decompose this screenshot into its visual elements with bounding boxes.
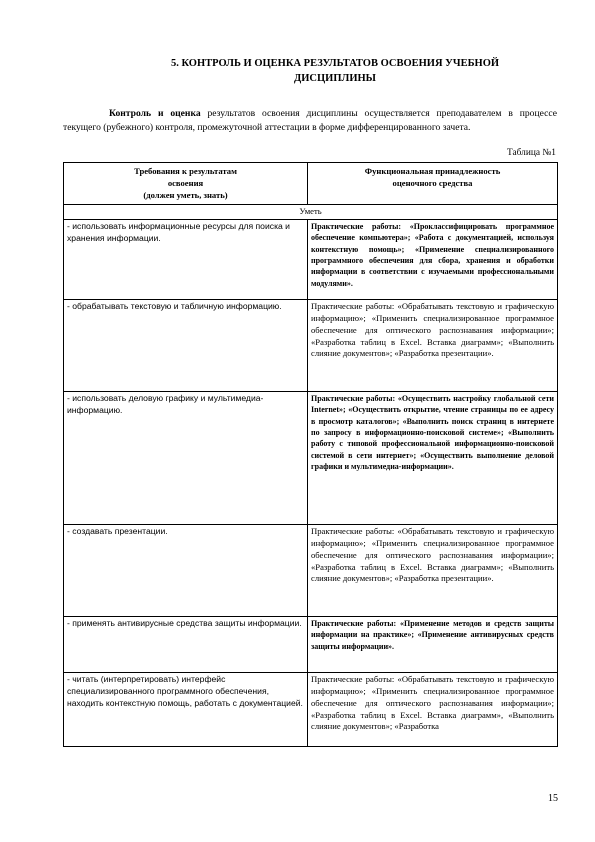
header-function-line1: Функциональная принадлежность — [364, 166, 501, 176]
requirement-cell: - создавать презентации. — [64, 525, 308, 617]
header-requirements-line3: (должен уметь, знать) — [143, 189, 228, 200]
requirement-cell: - использовать информационные ресурсы для поиска и хранения информации. — [64, 220, 308, 300]
header-function-line2: оценочного средства — [392, 177, 473, 188]
function-cell: Практические работы: «Обрабатывать текстовую и графическую информацию»; «Применить специализированное программное обеспечение для оптического распознавания информации»; «Разработка таблиц в Excel. Вставка диаграмм», «Выполнить слияние документов»; «Разработка — [308, 673, 558, 747]
page-number: 15 — [548, 793, 558, 804]
table-row — [64, 525, 558, 617]
table-row — [64, 392, 558, 525]
intro-rest: результатов освоения дисциплины осуществляется преподавателем в процессе текущего (рубежного) контроля, промежуточной аттестации в форме дифференцированного зачета. — [63, 108, 557, 133]
table-row — [64, 673, 558, 747]
header-function — [308, 163, 558, 205]
function-cell: Практические работы: «Обрабатывать текстовую и графическую информацию»; «Применить специализированное программное обеспечение для оптического распознавания информации»; «Разработка таблиц в Excel. Вставка диаграмм»; «Выполнить слияние документов»; «Разработка презентации». — [308, 300, 558, 392]
section-row — [64, 205, 558, 220]
section-heading-line1: 5. КОНТРОЛЬ И ОЦЕНКА РЕЗУЛЬТАТОВ ОСВОЕНИЯ УЧЕБНОЙ — [170, 58, 500, 69]
header-requirements — [64, 163, 308, 205]
header-requirements-line1: Требования к результатам — [134, 166, 237, 176]
function-cell: Практические работы: «Обрабатывать текстовую и графическую информацию»; «Применить специализированное программное обеспечение для оптического распознавания информации»; «Разработка таблиц в Excel. Вставка диаграмм»; «Выполнить слияние документов»; «Разработка презентации». — [308, 525, 558, 617]
function-cell: Практические работы: «Проклассифицировать программное обеспечение компьютера»; «Работа с документацией, используя контекстную помощь»; «Применение специализированного программного обеспечения для сбора, хранения и обработки информации в соответствии с изучаемыми профессиональными модулями». — [308, 220, 558, 300]
requirement-cell: - обрабатывать текстовую и табличную информацию. — [64, 300, 308, 392]
section-heading-line2: ДИСЦИПЛИНЫ — [294, 73, 376, 84]
section-label: Уметь — [64, 205, 558, 220]
table-caption: Таблица №1 — [506, 148, 556, 158]
requirements-table — [63, 162, 558, 747]
section-heading — [120, 56, 550, 86]
function-cell: Практические работы: «Применение методов и средств защиты информации на практике»; «Применение антивирусных средств защиты информации». — [308, 617, 558, 673]
requirement-cell: - читать (интерпретировать) интерфейс специализированного программного обеспечения, находить контекстную помощь, работать с документацией. — [64, 673, 308, 747]
function-cell: Практические работы: «Осуществить настройку глобальной сети Internet»; «Осуществить открытие, чтение страницы по ее адресу в просмотр каталогов»; «Выполнить поиск страниц в интернете по запросу в информационно-поисковой системе»; «Выполнить работу с типовой профессиональной информационно-поисковой системой в сети интернет»; «Осуществить выполнение деловой графики и мультимедиа-информации». — [308, 392, 558, 525]
table-row — [64, 220, 558, 300]
intro-lead: Контроль и оценка — [109, 108, 201, 119]
requirement-cell: - использовать деловую графику и мультимедиа-информацию. — [64, 392, 308, 525]
table-row — [64, 617, 558, 673]
table-row — [64, 300, 558, 392]
intro-paragraph — [63, 107, 557, 135]
requirement-cell: - применять антивирусные средства защиты информации. — [64, 617, 308, 673]
table-header-row — [64, 163, 558, 205]
header-requirements-line2: освоения — [167, 177, 204, 188]
